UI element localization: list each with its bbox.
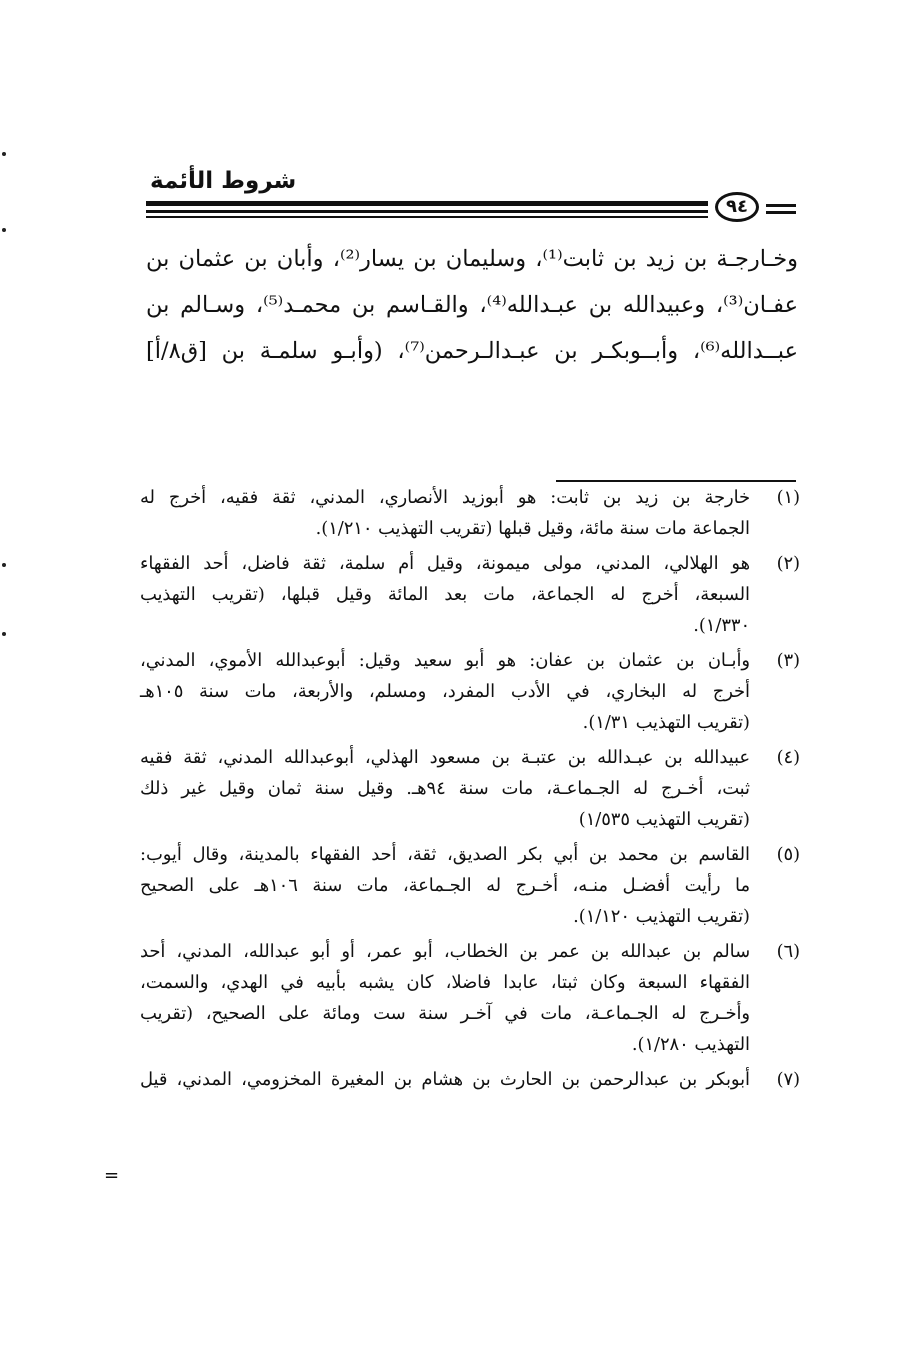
footnote-line: سالم بن عبدالله بن عمر بن الخطاب، أبو عمر، أو أبو عبدالله، المدني، أحد: [140, 941, 750, 962]
footnote-3: [140, 645, 800, 738]
footnote-1: [140, 482, 800, 544]
footnotes: [140, 482, 800, 1099]
footnote-line: (تقريب التهذيب ١/١٢٠).: [573, 906, 750, 927]
footnote-line: الفقهاء السبعة وكان ثبتا، عابدا فاضلا، كان يشبه بأبيه في الهدي، والسمت،: [140, 972, 750, 993]
footnote-line: خارجة بن زيد بن ثابت: هو أبوزيد الأنصاري، المدني، ثقة فقيه، أخرج له: [140, 487, 750, 508]
footnote-line: (تقريب التهذيب ١/٥٣٥): [578, 809, 750, 830]
footnote-4: [140, 742, 800, 835]
header-rule-short: [766, 211, 796, 214]
footnote-line: ثبت، أخـرج له الجـماعـة، مات سنة ٩٤هـ. وقيل سنة ثمان وقيل غير ذلك: [140, 778, 750, 799]
footnote-number: (٥): [776, 844, 800, 865]
scan-speck: [2, 563, 6, 567]
footnote-line: أبوبكر بن عبدالرحمن بن الحارث بن هشام بن المغيرة المخزومي، المدني، قيل: [140, 1069, 750, 1090]
footnote-line: هو الهلالي، المدني، مولى ميمونة، وقيل أم سلمة، ثقة فاضل، أحد الفقهاء: [140, 553, 750, 574]
footnote-2: [140, 548, 800, 641]
scan-speck: [2, 228, 6, 232]
footnote-number: (١): [776, 487, 800, 508]
main-text-line: عبــدالله⁽⁶⁾، وأبــوبكـر بن عبـدالـرحمن⁽⁷⁾، (وأبـو سلمـة بن [ق٨/أ]: [146, 338, 798, 364]
footnote-line: السبعة، أخرج له الجماعة، مات بعد المائة وقيل قبلها، (تقريب التهذيب: [140, 584, 750, 605]
continued-mark: =: [104, 1165, 120, 1186]
header-rule: [146, 216, 708, 218]
footnote-line: التهذيب ١/٢٨٠).: [631, 1034, 750, 1055]
main-text-line: عفـان⁽³⁾، وعبيدالله بن عبـدالله⁽⁴⁾، والقـاسم بن محمـد⁽⁵⁾، وسـالم بن: [146, 292, 798, 318]
footnote-line: (تقريب التهذيب ١/٣١).: [582, 712, 750, 733]
scan-speck: [2, 152, 6, 156]
footnote-line: وأخـرج له الجـماعـة، مات في آخـر سنة ست ومائة على الصحيح، (تقريب: [140, 1003, 750, 1024]
footnote-line: أخرج له البخاري، في الأدب المفرد، ومسلم، والأربعة، مات سنة ١٠٥هـ: [140, 681, 750, 702]
footnote-7: [140, 1064, 800, 1095]
header-rule: [146, 201, 708, 206]
scan-speck: [2, 632, 6, 636]
header-rule: [146, 210, 708, 213]
footnote-line: ١/٣٣٠).: [693, 615, 750, 636]
footnote-number: (٣): [776, 650, 800, 671]
main-text-line: وخـارجـة بن زيد بن ثابت⁽¹⁾، وسليمان بن يسار⁽²⁾، وأبان بن عثمان بن: [146, 246, 798, 272]
page-number: ٩٤: [715, 192, 759, 222]
footnote-line: القاسم بن محمد بن أبي بكر الصديق، ثقة، أحد الفقهاء بالمدينة، وقال أيوب:: [140, 844, 750, 865]
footnote-line: الجماعة مات سنة مائة، وقيل قبلها (تقريب التهذيب ١/٢١٠).: [315, 518, 750, 539]
footnote-5: [140, 839, 800, 932]
footnote-6: [140, 936, 800, 1060]
footnote-number: (٢): [776, 553, 800, 574]
main-text: [146, 236, 798, 374]
footnote-line: ما رأيت أفضـل منـه، أخـرج له الجـماعة، مات سنة ١٠٦هـ على الصحيح: [140, 875, 750, 896]
footnote-number: (٧): [776, 1069, 800, 1090]
footnote-number: (٤): [776, 747, 800, 768]
footnote-number: (٦): [776, 941, 800, 962]
running-title: شروط الأئمة: [150, 168, 297, 194]
footnote-line: عبيدالله بن عبـدالله بن عتبـة بن مسعود الهذلي، أبوعبدالله المدني، ثقة فقيه: [140, 747, 750, 768]
header-rule-short: [766, 204, 796, 207]
footnote-line: وأبـان بن عثمان بن عفان: هو أبو سعيد وقيل: أبوعبدالله الأموي، المدني،: [140, 650, 750, 671]
